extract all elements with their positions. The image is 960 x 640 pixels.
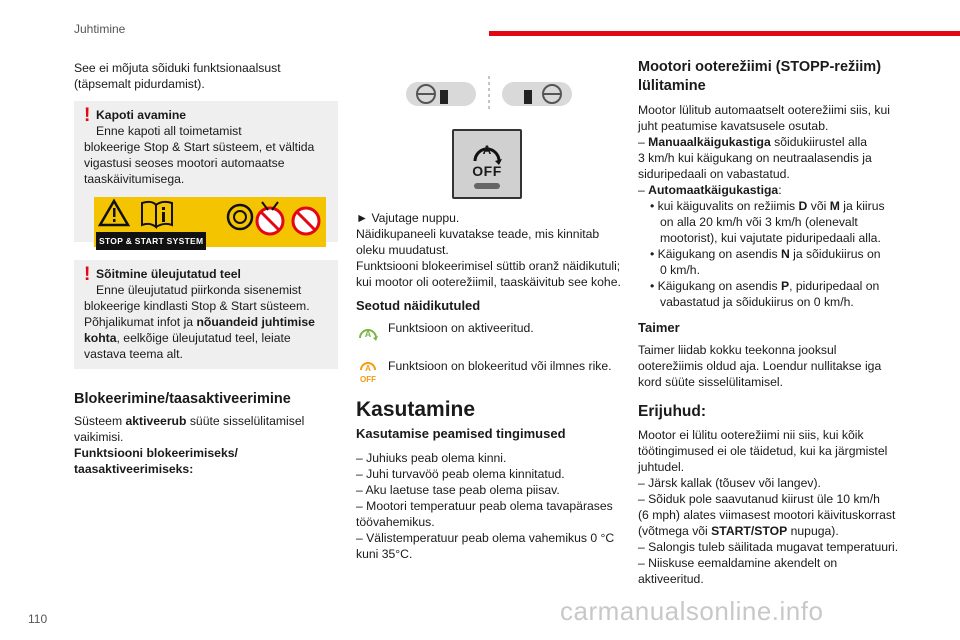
page-number: 110 bbox=[28, 612, 48, 626]
body-text-bold: Automaatkäigukastiga bbox=[648, 183, 779, 197]
body-text: Funktsiooni blokeerimisel süttib oranž näidikutuli; bbox=[356, 259, 621, 273]
warning-text: blokeerige Stop & Start süsteem, et vältida bbox=[84, 140, 315, 154]
indicator-row bbox=[356, 358, 622, 384]
watermark: carmanualsonline.info bbox=[560, 596, 824, 626]
stop-start-sticker bbox=[94, 197, 326, 247]
warning-text: taaskäivitumisega. bbox=[84, 172, 185, 186]
gear-letter: D bbox=[798, 199, 808, 213]
list-item: (võtmega või bbox=[638, 524, 712, 538]
subheading-conditions: Kasutamise peamised tingimused bbox=[356, 426, 566, 441]
warning-text-bold: nõuandeid juhtimise bbox=[196, 315, 315, 329]
body-text-bold: Funktsiooni blokeerimiseks/ bbox=[74, 446, 238, 460]
dash: – bbox=[638, 135, 649, 149]
list-item: nupuga). bbox=[787, 524, 839, 538]
list-item: – Aku laetuse tase peab olema piisav. bbox=[356, 483, 560, 497]
bullet-text: ja kiirus bbox=[839, 199, 885, 213]
section-heading-indicators: Seotud näidikutuled bbox=[356, 298, 481, 313]
list-item: – Salongis tuleb säilitada mugavat temperatuuri. bbox=[638, 540, 899, 554]
bullet-text: • kui käiguvalits on režiimis bbox=[650, 199, 799, 213]
stop-start-button[interactable] bbox=[452, 129, 522, 199]
body-text: Taimer liidab kokku teekonna jooksul bbox=[638, 343, 837, 357]
left-column bbox=[74, 60, 338, 477]
right-column bbox=[638, 58, 908, 587]
body-text: ooterežiimis oldud aja. Loendur nullitakse iga bbox=[638, 359, 882, 373]
body-text: oleku muudatust. bbox=[356, 243, 449, 257]
body-text-bold: Manuaalkäigukastiga bbox=[648, 135, 771, 149]
bullet-text: ja sõidukiirus on bbox=[789, 247, 881, 261]
gear-letter: P bbox=[780, 279, 790, 293]
colon: : bbox=[778, 183, 782, 197]
button-off-label: OFF bbox=[472, 163, 502, 179]
accent-bar bbox=[489, 31, 960, 36]
warning-title: Sõitmine üleujutatud teel bbox=[96, 267, 241, 281]
body-text: töötingimused ei ole täidetud, kui ka järgmistel bbox=[638, 444, 888, 458]
warning-text: Enne kapoti all toimetamist bbox=[96, 124, 242, 138]
svg-text:OFF: OFF bbox=[360, 375, 376, 384]
list-item: aktiveeritud. bbox=[638, 572, 704, 586]
body-text: Süsteem bbox=[74, 414, 126, 428]
body-text: Mootor lülitub automaatselt ooterežiimi siis, kui bbox=[638, 103, 890, 117]
bullet-text: 0 km/h. bbox=[660, 263, 700, 277]
body-text: siduripedaali on vabastatud. bbox=[638, 167, 790, 181]
warning-text: Enne üleujutatud piirkonda sisenemist bbox=[96, 283, 302, 297]
warning-text-bold: kohta bbox=[84, 331, 117, 345]
bullet-text: või bbox=[807, 199, 830, 213]
sticker-label: STOP & START SYSTEM bbox=[96, 232, 206, 250]
warning-hood bbox=[74, 101, 338, 246]
warning-flood bbox=[74, 260, 338, 369]
warning-icon: ! bbox=[84, 264, 91, 285]
body-text-bold: START/STOP bbox=[711, 524, 788, 538]
section-heading-standby: Mootori ooterežiimi (STOPP-režiim) bbox=[638, 59, 882, 75]
list-item: kuni 35°C. bbox=[356, 547, 413, 561]
gear-letter: N bbox=[780, 247, 790, 261]
step-text: ► Vajutage nuppu. bbox=[356, 211, 460, 225]
bullet-text: vabastatud ja sõidukiirus on 0 km/h. bbox=[660, 295, 854, 309]
body-text: kui mootor oli ooterežiimil, taaskäivitub see kohe. bbox=[356, 275, 621, 289]
body-text: 3 km/h kui käigukang on neutraalasendis ja bbox=[638, 151, 872, 165]
svg-text:A: A bbox=[364, 329, 372, 339]
warning-text: blokeerige kindlasti Stop & Start süsteem. bbox=[84, 299, 310, 313]
indicator-text: Funktsioon on blokeeritud või ilmnes rike. bbox=[388, 359, 612, 373]
bullet-text: • Käigukang on asendis bbox=[650, 247, 781, 261]
bullet-text: , piduripedaal on bbox=[789, 279, 880, 293]
section-heading-timer: Taimer bbox=[638, 320, 680, 335]
body-text: Mootor ei lülitu ooterežiimi nii siis, kui kõik bbox=[638, 428, 864, 442]
body-text: juhtudel. bbox=[638, 460, 685, 474]
intro-line: (täpsemalt pidurdamist). bbox=[74, 77, 205, 91]
list-item: – Juhiuks peab olema kinni. bbox=[356, 451, 507, 465]
body-text: kord süüte sisselülitamisel. bbox=[638, 375, 783, 389]
list-item: – Välistemperatuur peab olema vahemikus 0 °C bbox=[356, 531, 615, 545]
warning-text: vastava teema alt. bbox=[84, 347, 183, 361]
middle-column bbox=[356, 210, 622, 562]
section-title: Juhtimine bbox=[74, 22, 126, 36]
bullet-text: on alla 20 km/h või 3 km/h (olenevalt bbox=[660, 215, 858, 229]
body-text-bold: taasaktiveerimiseks: bbox=[74, 462, 194, 476]
intro-line: See ei mõjuta sõiduki funktsionaalsust bbox=[74, 61, 281, 75]
body-text: vaikimisi. bbox=[74, 430, 124, 444]
list-item: – Sõiduk pole saavutanud kiirust üle 10 km/h bbox=[638, 492, 880, 506]
conditions-list bbox=[356, 450, 622, 562]
body-text-bold: aktiveerub bbox=[125, 414, 187, 428]
section-heading-block: Blokeerimine/taasaktiveerimine bbox=[74, 391, 291, 407]
list-item: – Järsk kallak (tõusev või langev). bbox=[638, 476, 821, 490]
section-heading-exceptions: Erijuhud: bbox=[638, 403, 707, 420]
body-text: sõidukiirustel alla bbox=[770, 135, 867, 149]
warning-text: , eelkõige üleujutatud teel, leiate bbox=[116, 331, 291, 345]
list-item: töövahemikus. bbox=[356, 515, 435, 529]
list-item: (6 mph) alates viimasest mootori käivituskorrast bbox=[638, 508, 896, 522]
list-item: – Mootori temperatuur peab olema tavapärases bbox=[356, 499, 613, 513]
gear-letter: M bbox=[829, 199, 840, 213]
button-letter: A bbox=[482, 143, 492, 157]
warning-text: vigastusi seoses mootori automaatse bbox=[84, 156, 285, 170]
button-led bbox=[474, 183, 500, 189]
section-heading-standby: lülitamine bbox=[638, 78, 706, 94]
list-item: – Juhi turvavöö peab olema kinnitatud. bbox=[356, 467, 565, 481]
body-text: süüte sisselülitamisel bbox=[186, 414, 305, 428]
bullet-text: • Käigukang on asendis bbox=[650, 279, 781, 293]
svg-text:A: A bbox=[365, 364, 371, 373]
warning-title: Kapoti avamine bbox=[96, 108, 187, 122]
indicator-text: Funktsioon on aktiveeritud. bbox=[388, 321, 534, 335]
warning-text: Põhjalikumat infot ja bbox=[84, 315, 197, 329]
mirror-switches-illustration bbox=[404, 74, 574, 119]
stop-start-off-orange-icon bbox=[356, 358, 380, 384]
bullet-text: mootorist), kui vajutate piduripedaali alla. bbox=[660, 231, 881, 245]
list-item: – Niiskuse eemaldamine akendelt on bbox=[638, 556, 838, 570]
stop-start-green-icon bbox=[356, 320, 380, 346]
indicator-row bbox=[356, 320, 622, 346]
body-text: Näidikupaneeli kuvatakse teade, mis kinnitab bbox=[356, 227, 600, 241]
dash: – bbox=[638, 183, 649, 197]
warning-icon: ! bbox=[84, 105, 91, 126]
body-text: juht peatumise kavatsusele osutab. bbox=[638, 119, 829, 133]
section-heading-usage: Kasutamine bbox=[356, 398, 476, 421]
